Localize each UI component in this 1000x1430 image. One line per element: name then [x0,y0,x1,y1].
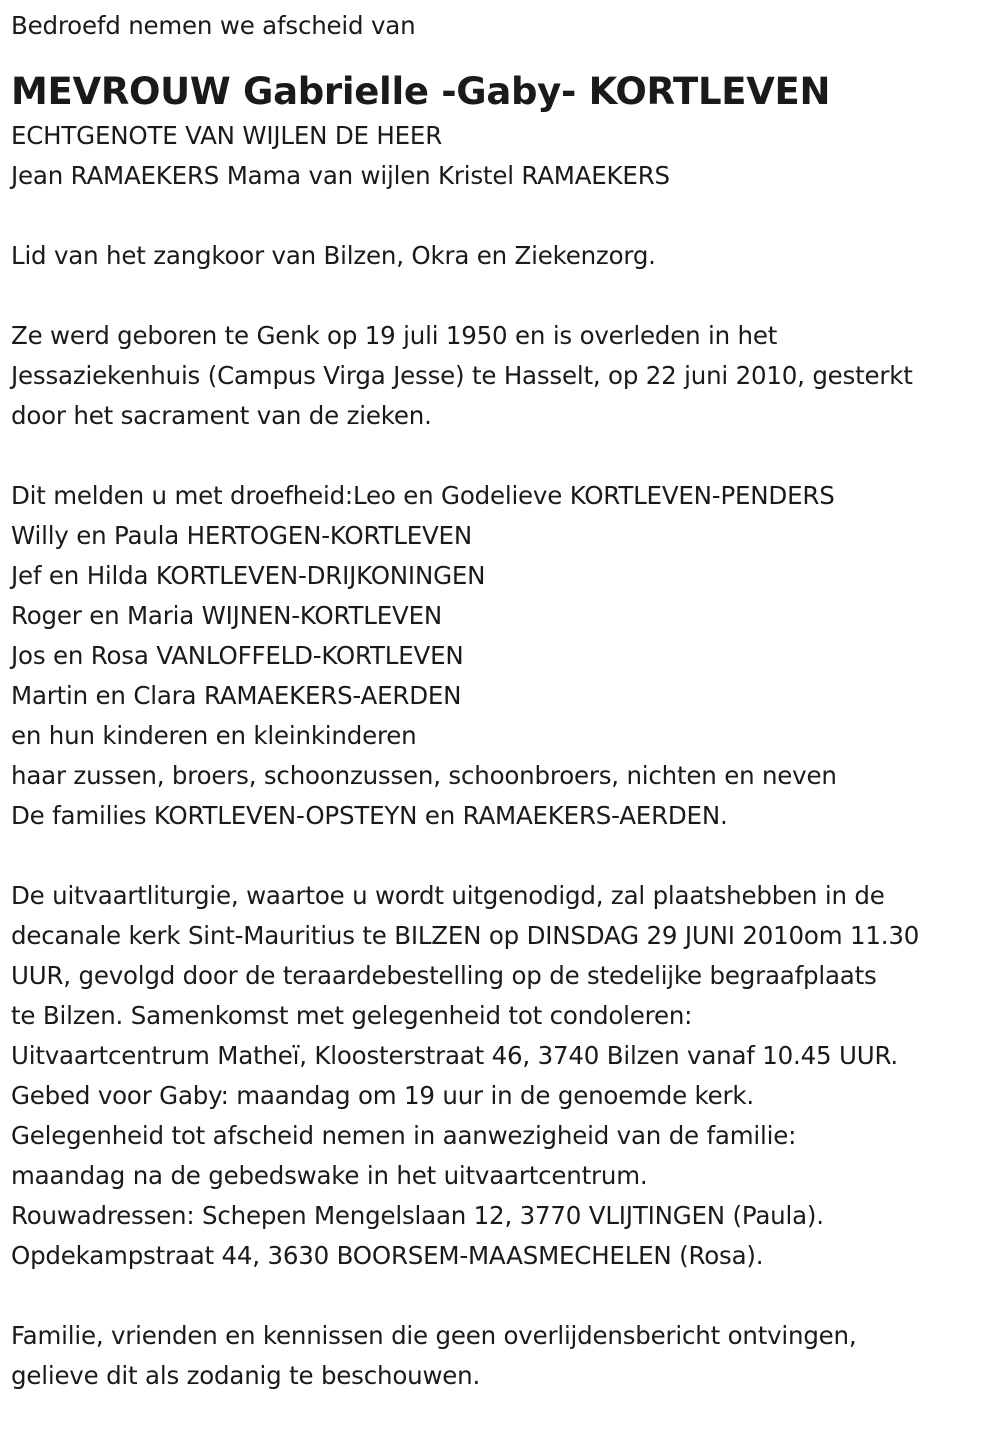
funeral-line: De uitvaartliturgie, waartoe u wordt uitgenodigd, zal plaatshebben in de [11,881,885,910]
funeral-line: Opdekampstraat 44, 3630 BOORSEM-MAASMECHELEN (Rosa). [11,1241,764,1270]
closing-line: Familie, vrienden en kennissen die geen overlijdensbericht ontvingen, [11,1321,857,1350]
subtitle-line: Jean RAMAEKERS Mama van wijlen Kristel RAMAEKERS [11,161,670,190]
closing-line: gelieve dit als zodanig te beschouwen. [11,1361,481,1390]
paragraph-line: door het sacrament van de zieken. [11,401,432,430]
spacer [11,836,990,876]
funeral-line: Rouwadressen: Schepen Mengelslaan 12, 3770 VLIJTINGEN (Paula). [11,1201,824,1230]
paragraph-line: Jessaziekenhuis (Campus Virga Jesse) te Hasselt, op 22 juni 2010, gesterkt [11,361,913,390]
subtitle-line: ECHTGENOTE VAN WIJLEN DE HEER [11,121,443,150]
funeral-line: Uitvaartcentrum Matheï, Kloosterstraat 46, 3740 Bilzen vanaf 10.45 UUR. [11,1041,899,1070]
mourner-line: Martin en Clara RAMAEKERS-AERDEN [11,681,462,710]
funeral-line: Gebed voor Gaby: maandag om 19 uur in de genoemde kerk. [11,1081,754,1110]
birth-death-paragraph [11,316,990,436]
funeral-line: maandag na de gebedswake in het uitvaartcentrum. [11,1161,648,1190]
deceased-name: MEVROUW Gabrielle -Gaby- KORTLEVEN [11,70,831,113]
closing-paragraph [11,1316,990,1396]
mourner-line: Roger en Maria WIJNEN-KORTLEVEN [11,601,442,630]
funeral-details [11,876,990,1276]
mourner-line: en hun kinderen en kleinkinderen [11,721,417,750]
spacer [11,1276,990,1316]
mourner-line: Jos en Rosa VANLOFFELD-KORTLEVEN [11,641,464,670]
spacer [11,196,990,236]
funeral-line: te Bilzen. Samenkomst met gelegenheid tot condoleren: [11,1001,693,1030]
mourner-line: Dit melden u met droefheid:Leo en Godelieve KORTLEVEN-PENDERS [11,481,835,510]
spacer [11,436,990,476]
intro-text: Bedroefd nemen we afscheid van [11,11,416,40]
mourner-line: Willy en Paula HERTOGEN-KORTLEVEN [11,521,472,550]
subtitle-block [11,116,990,196]
spacer [11,276,990,316]
funeral-line: UUR, gevolgd door de teraardebestelling op de stedelijke begraafplaats [11,961,877,990]
mourner-line: haar zussen, broers, schoonzussen, schoonbroers, nichten en neven [11,761,837,790]
funeral-line: Gelegenheid tot afscheid nemen in aanwezigheid van de familie: [11,1121,797,1150]
funeral-line: decanale kerk Sint-Mauritius te BILZEN op DINSDAG 29 JUNI 2010om 11.30 [11,921,920,950]
mourner-line: Jef en Hilda KORTLEVEN-DRIJKONINGEN [11,561,486,590]
membership-text: Lid van het zangkoor van Bilzen, Okra en Ziekenzorg. [11,241,656,270]
mourners-list [11,476,990,836]
paragraph-line: Ze werd geboren te Genk op 19 juli 1950 en is overleden in het [11,321,778,350]
mourner-line: De families KORTLEVEN-OPSTEYN en RAMAEKERS-AERDEN. [11,801,728,830]
